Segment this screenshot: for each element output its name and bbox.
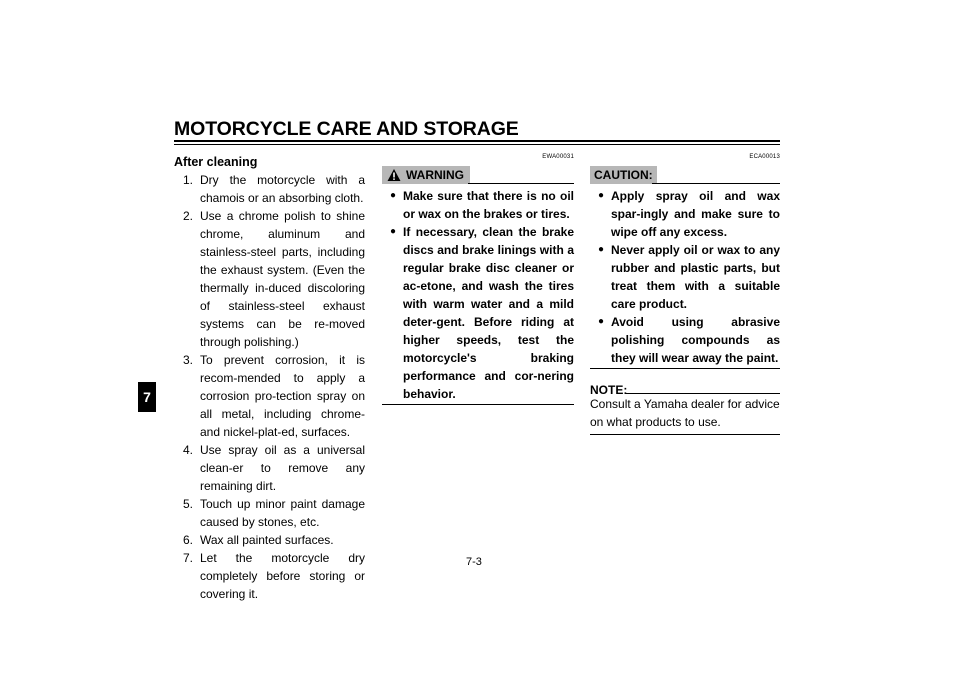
- caution-badge: CAUTION:: [590, 166, 657, 184]
- step-text: Use a chrome polish to shine chrome, aluminum and stainless-steel parts, including the exhaust system. (Even the thermally in-duced discoloring of stainless-steel exhaust systems can be re-moved through polishing.): [200, 209, 365, 349]
- step-number: 2.: [182, 209, 193, 223]
- caution-code: ECA00013: [749, 154, 780, 160]
- bullet-icon: ●: [598, 316, 605, 327]
- list-item: [174, 171, 365, 207]
- caution-header: [590, 166, 780, 184]
- note-end-rule: [590, 434, 780, 435]
- step-text: Let the motorcycle dry completely before storing or covering it.: [200, 551, 365, 601]
- bullet-icon: ●: [598, 190, 605, 201]
- warning-triangle-icon: [387, 168, 401, 182]
- header-rule-thin: [174, 144, 780, 145]
- list-item: [382, 187, 574, 223]
- warning-list: [382, 187, 574, 403]
- steps-list: [174, 171, 365, 603]
- step-number: 4.: [182, 443, 193, 457]
- warning-label: WARNING: [406, 168, 464, 182]
- list-item: [174, 549, 365, 603]
- step-number: 7.: [182, 551, 193, 565]
- list-item: [174, 351, 365, 441]
- caution-end-rule: [590, 368, 780, 369]
- warning-badge: [382, 166, 470, 184]
- list-item: [174, 495, 365, 531]
- note-header-rule: [626, 393, 780, 394]
- bullet-icon: ●: [390, 226, 397, 237]
- caution-header-rule: [652, 183, 780, 184]
- list-item: [174, 207, 365, 351]
- step-number: 1.: [182, 173, 193, 187]
- list-item: [590, 187, 780, 241]
- step-text: Touch up minor paint damage caused by stones, etc.: [200, 497, 365, 529]
- note-label: NOTE:: [590, 383, 628, 397]
- warning-text: If necessary, clean the brake discs and brake linings with a regular brake disc cleaner or ac-etone, and wash the tires with warm water and a mild deter-gent. Before riding at higher speeds, test the motorcycle's braking performance and cor-nering behavior.: [403, 225, 574, 401]
- step-number: 3.: [182, 353, 193, 367]
- caution-text: Avoid using abrasive polishing compounds as they will wear away the paint.: [611, 315, 780, 365]
- step-text: Use spray oil as a universal clean-er to remove any remaining dirt.: [200, 443, 365, 493]
- header-rule: [174, 140, 780, 142]
- list-item: [590, 241, 780, 313]
- caution-box: [590, 153, 780, 435]
- note-text: Consult a Yamaha dealer for advice on what products to use.: [590, 397, 780, 429]
- chapter-tab: 7: [138, 382, 156, 412]
- note-header: [590, 381, 780, 395]
- warning-code: EWA00031: [542, 154, 574, 160]
- warning-box: [382, 153, 574, 405]
- caution-text: Apply spray oil and wax spar-ingly and make sure to wipe off any excess.: [611, 189, 780, 239]
- caution-text: Never apply oil or wax to any rubber and plastic parts, but treat them with a suitable care product.: [611, 243, 780, 311]
- section-heading: After cleaning: [174, 155, 258, 169]
- page-title: MOTORCYCLE CARE AND STORAGE: [174, 118, 519, 140]
- page-number: 7-3: [466, 556, 482, 568]
- step-text: Wax all painted surfaces.: [200, 533, 334, 547]
- list-item: [174, 531, 365, 549]
- step-number: 5.: [182, 497, 193, 511]
- list-item: [590, 313, 780, 367]
- list-item: [174, 441, 365, 495]
- warning-header: [382, 166, 574, 184]
- bullet-icon: ●: [598, 244, 605, 255]
- bullet-icon: ●: [390, 190, 397, 201]
- caution-list: [590, 187, 780, 367]
- step-text: Dry the motorcycle with a chamois or an absorbing cloth.: [200, 173, 365, 205]
- list-item: [382, 223, 574, 403]
- warning-text: Make sure that there is no oil or wax on the brakes or tires.: [403, 189, 574, 221]
- after-cleaning-section: [174, 153, 365, 603]
- step-number: 6.: [182, 533, 193, 547]
- warning-header-rule: [468, 183, 574, 184]
- step-text: To prevent corrosion, it is recom-mended to apply a corrosion pro-tection spray on all metal, including chrome- and nickel-plat-ed, surfaces.: [200, 353, 365, 439]
- warning-end-rule: [382, 404, 574, 405]
